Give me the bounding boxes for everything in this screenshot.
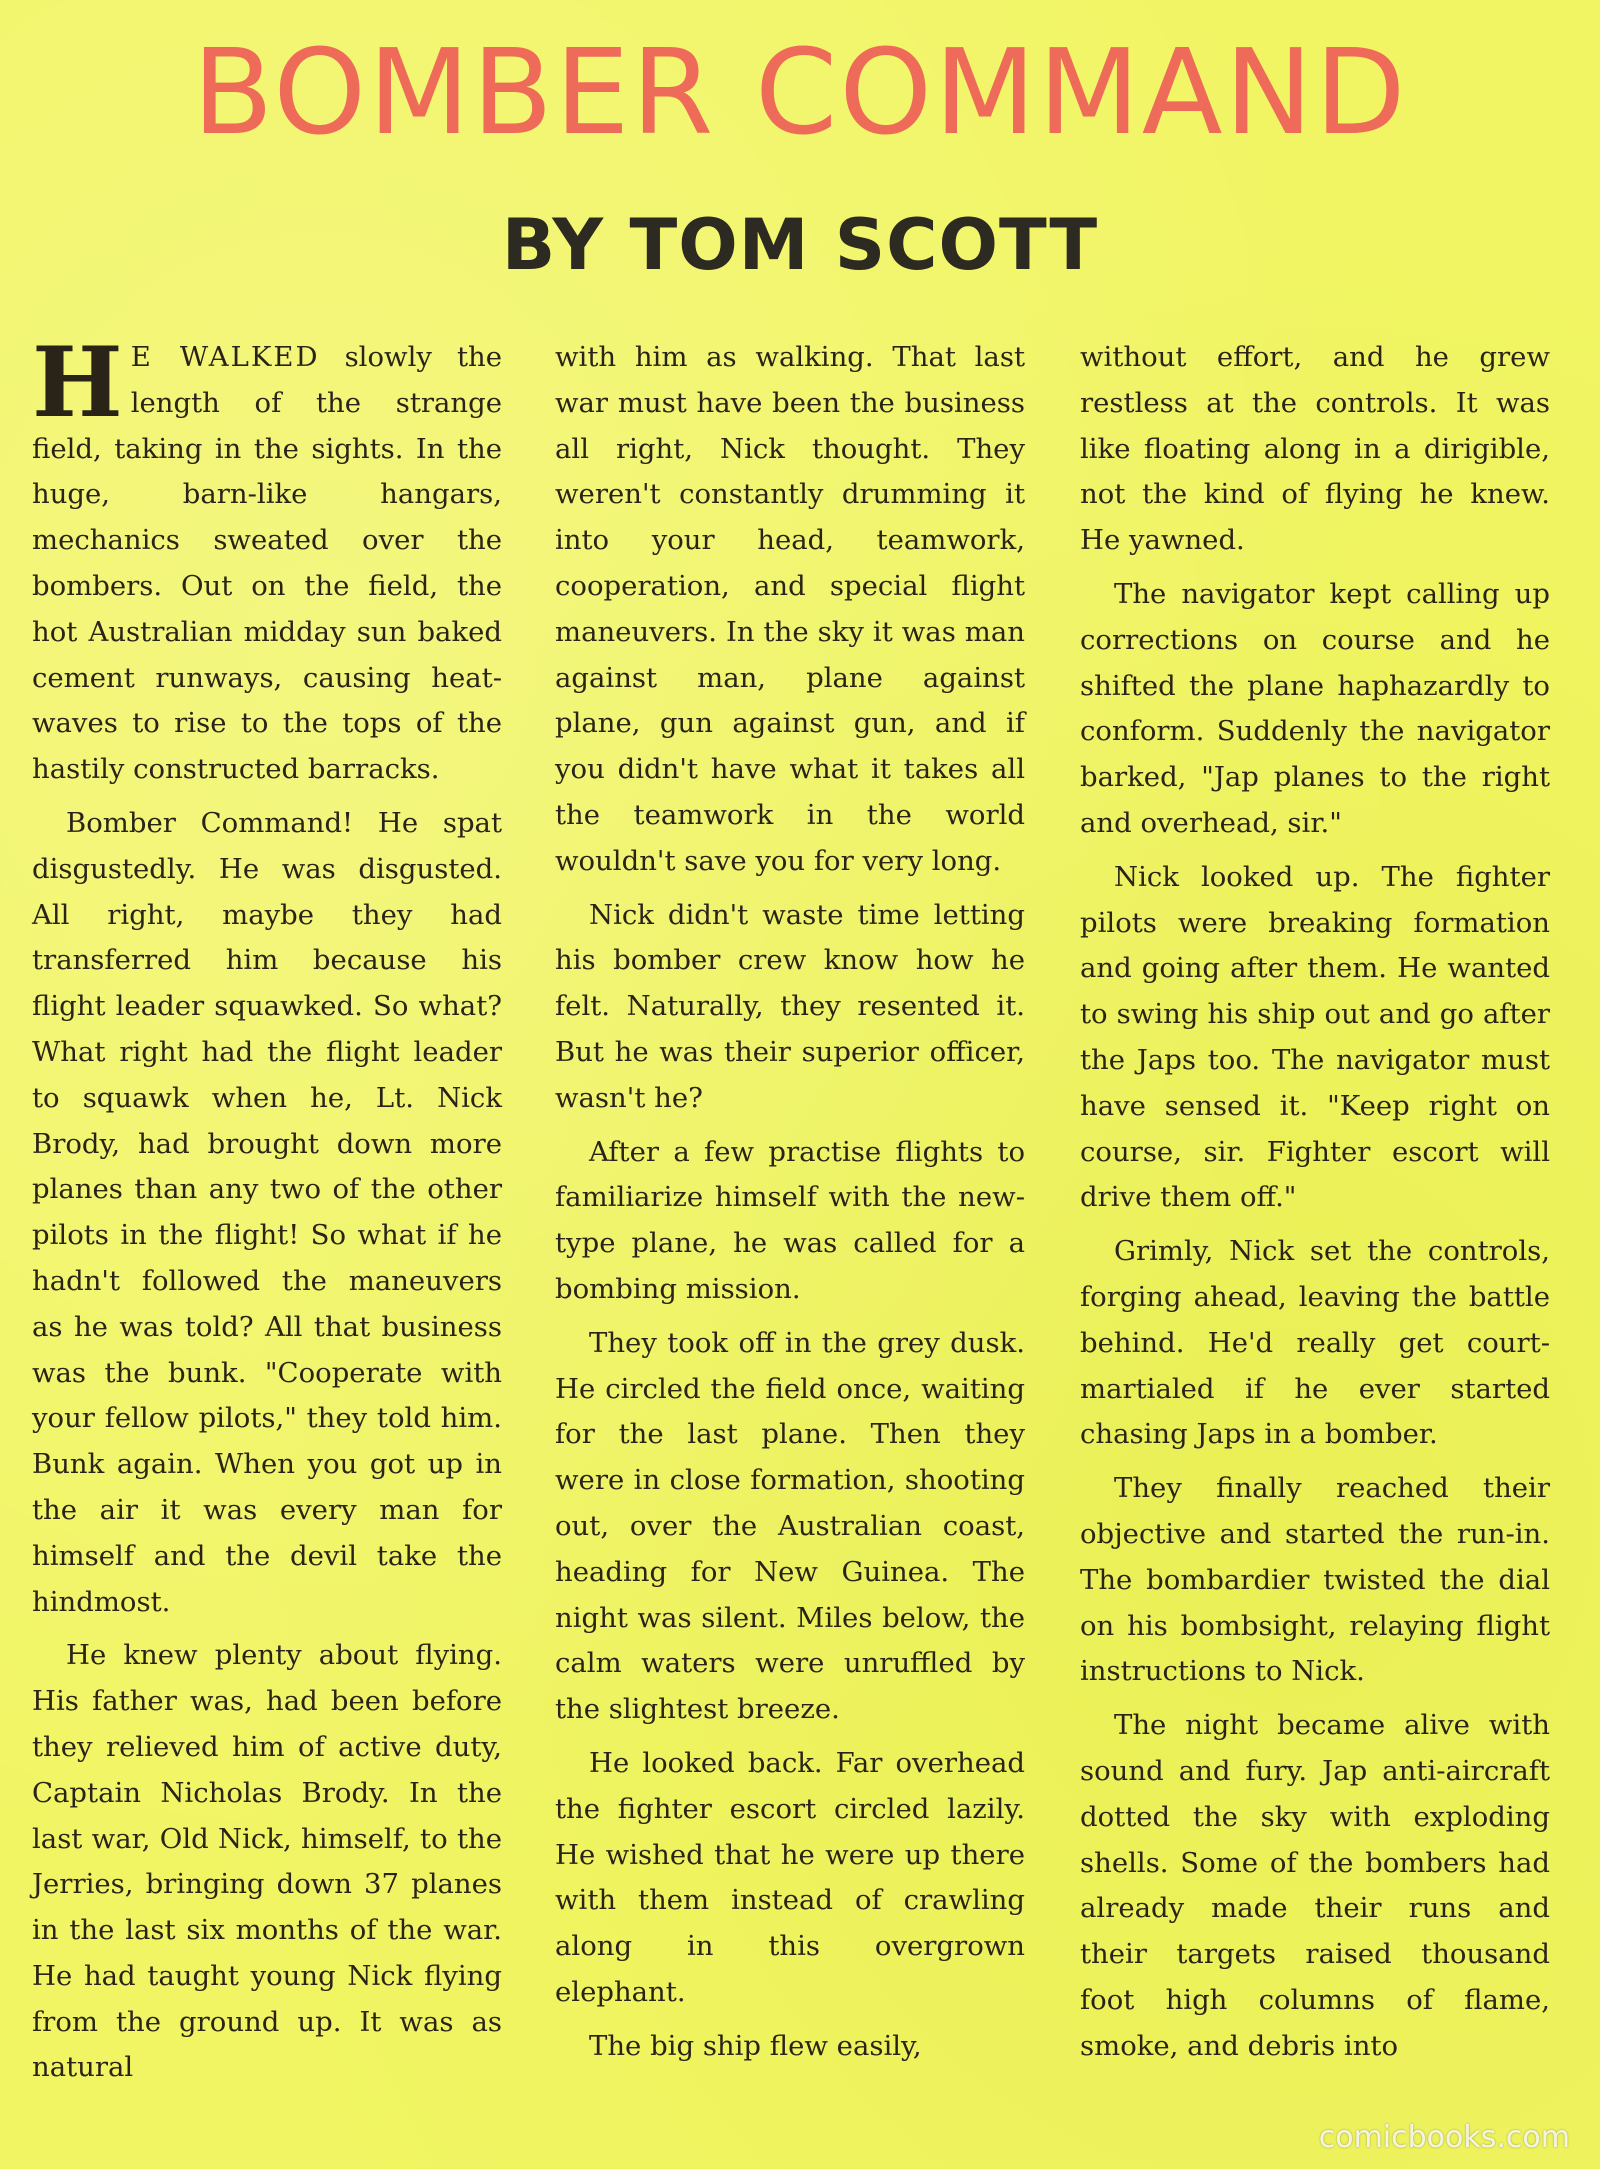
story-title: BOMBER COMMAND — [192, 23, 1408, 161]
paragraph: with him as walking. That last war must have been the business all right, Nick thought. They weren't constantly drumming it into your head, teamwork, cooperation, and special flight maneuvers. In the sky it was man against man, plane against plane, gun against gun, and if you didn't have what it takes all the teamwork in the world wouldn't save you for very long. — [555, 341, 1025, 877]
text-column-3 — [1080, 335, 1550, 2077]
paragraph: The navigator kept calling up corrections on course and he shifted the plane haphazardly to conform. Suddenly the navigator barked, "Jap planes to the right and overhead, sir." — [1080, 577, 1550, 839]
paragraph — [32, 326, 502, 793]
watermark: comicbooks.com — [1318, 2120, 1570, 2155]
story-byline: BY TOM SCOTT — [501, 204, 1099, 286]
paragraph-text: slowly the length of the strange field, taking in the sights. In the huge, barn-like hangars, mechanics sweated over the bombers. Out on the field, the hot Australian midday sun baked cement runways, causing heat-waves to rise to the tops of the hastily constructed barracks. — [32, 341, 502, 786]
paragraph: They finally reached their objective and started the run-in. The bombardier twisted the dial on his bombsight, relaying flight instructions to Nick. — [1080, 1472, 1550, 1688]
paragraph: He knew plenty about flying. His father was, had been before they relieved him of active duty, Captain Nicholas Brody. In the last war, Old Nick, himself, to the Jerries, bringing down 37 planes in the last six months of the war. He had taught young Nick flying from the ground up. It was as natural — [32, 1639, 502, 2084]
drop-cap: H — [32, 326, 123, 439]
paragraph: Bomber Command! He spat disgustedly. He was disgusted. All right, maybe they had transferred him because his flight leader squawked. So what? What right had the flight leader to squawk when he, Lt. Nick Brody, had brought down more planes than any two of the other pilots in the flight! So what if he hadn't followed the maneuvers as he was told? All that business was the bunk. "Cooperate with your fellow pilots," they told him. Bunk again. When you got up in the air it was every man for himself and the devil take the hindmost. — [32, 806, 502, 1618]
paragraph: The big ship flew easily, — [589, 2029, 922, 2062]
lead-caps: E WALKED — [130, 341, 320, 373]
paragraph: Nick didn't waste time letting his bomber crew know how he felt. Naturally, they resented it. But he was their superior officer, wasn't he? — [555, 898, 1025, 1114]
paragraph: Grimly, Nick set the controls, forging ahead, leaving the battle behind. He'd really get court-martialed if he ever started chasing Japs in a bomber. — [1080, 1235, 1550, 1451]
paragraph: The night became alive with sound and fury. Jap anti-aircraft dotted the sky with exploding shells. Some of the bombers had already made their runs and their targets raised thousand foot high columns of flame, smoke, and debris into — [1080, 1709, 1550, 2062]
paragraph: He looked back. Far overhead the fighter escort circled lazily. He wished that he were up there with them instead of crawling along in this overgrown elephant. — [555, 1746, 1025, 2008]
text-column-1 — [32, 326, 502, 2099]
text-column-2 — [555, 335, 1025, 2077]
paragraph: They took off in the grey dusk. He circled the field once, waiting for the last plane. Then they were in close formation, shooting out, over the Australian coast, heading for New Guinea. The night was silent. Miles below, the calm waters were unruffled by the slightest breeze. — [555, 1326, 1025, 1726]
paragraph: Nick looked up. The fighter pilots were breaking formation and going after them. He wanted to swing his ship out and go after the Japs too. The navigator must have sensed it. "Keep right on course, sir. Fighter escort will drive them off." — [1080, 860, 1550, 1214]
paragraph: After a few practise flights to familiarize himself with the new-type plane, he was called for a bombing mission. — [555, 1135, 1025, 1305]
paragraph: without effort, and he grew restless at the controls. It was like floating along in a dirigible, not the kind of flying he knew. He yawned. — [1080, 341, 1550, 557]
